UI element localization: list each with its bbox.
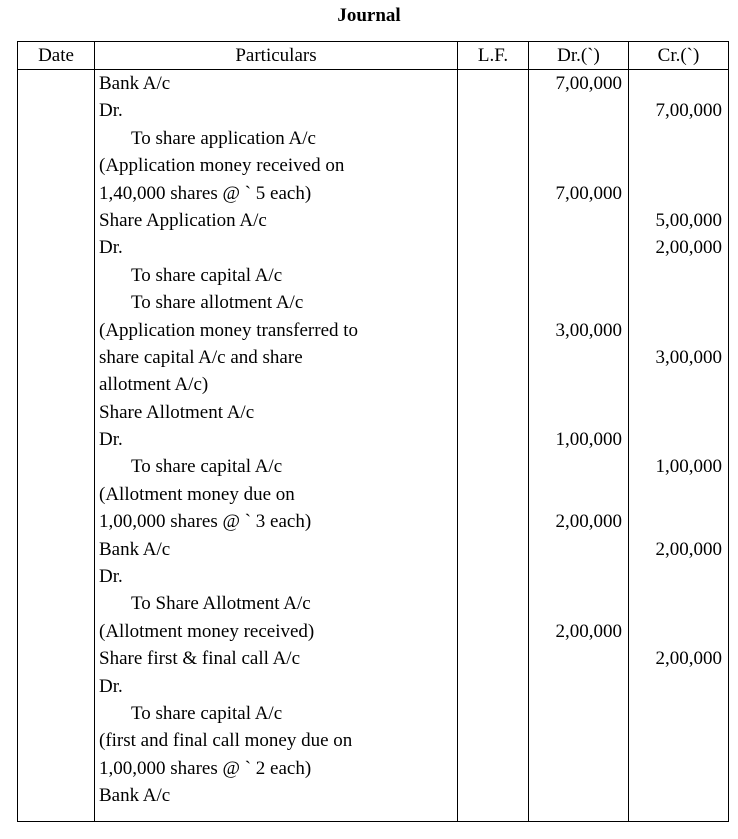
credit-amount	[629, 152, 728, 179]
credit-amount	[629, 289, 728, 316]
credit-amount: 2,00,000	[655, 648, 722, 670]
credit-amount	[629, 563, 728, 590]
credit-amount	[629, 508, 728, 535]
credit-amount: 3,00,000	[655, 346, 722, 368]
debit-amount: 2,00,000	[555, 511, 622, 533]
credit-amount	[629, 700, 728, 727]
credit-amount: 1,00,000	[655, 456, 722, 478]
particulars-line: 1,40,000 shares @ ` 5 each)	[99, 182, 312, 204]
particulars-line: To share allotment A/c	[131, 292, 304, 314]
credit-amount	[629, 426, 728, 453]
particulars-line: Dr.	[99, 429, 123, 451]
credit-amount: 2,00,000	[655, 237, 722, 259]
debit-amount	[529, 727, 628, 754]
header-dr: Dr.(`)	[529, 42, 629, 70]
credit-amount	[629, 317, 728, 344]
particulars-line: (Application money transferred to	[99, 319, 359, 341]
debit-amount	[529, 673, 628, 700]
credit-amount	[629, 727, 728, 754]
header-lf: L.F.	[458, 42, 529, 70]
particulars-line: Bank A/c	[99, 73, 171, 94]
particulars-line: To share application A/c	[131, 127, 316, 149]
debit-amount	[529, 262, 628, 289]
credit-amount	[629, 371, 728, 398]
particulars-line: (Allotment money received)	[99, 620, 315, 642]
particulars-line: Dr.	[99, 566, 123, 588]
journal-table	[17, 41, 729, 822]
particulars-line: 1,00,000 shares @ ` 3 each)	[99, 511, 312, 533]
particulars-line: To share capital A/c	[131, 702, 283, 724]
debit-amount: 3,00,000	[555, 319, 622, 341]
debit-amount	[529, 207, 628, 234]
debit-amount	[529, 371, 628, 398]
particulars-line: Share first & final call A/c	[99, 648, 301, 670]
lf-column	[458, 70, 529, 822]
debit-amount	[529, 399, 628, 426]
particulars-line: (first and final call money due on	[99, 730, 353, 752]
particulars-line: To share capital A/c	[131, 456, 283, 478]
particulars-column	[95, 70, 458, 822]
particulars-line: Dr.	[99, 100, 123, 122]
particulars-line: To Share Allotment A/c	[131, 593, 311, 615]
credit-amount	[629, 262, 728, 289]
credit-amount	[629, 399, 728, 426]
credit-amount: 2,00,000	[655, 538, 722, 560]
credit-amount	[629, 70, 728, 97]
particulars-line: (Application money received on	[99, 155, 345, 177]
debit-amount	[529, 97, 628, 124]
particulars-line: Dr.	[99, 237, 123, 259]
debit-amount	[529, 536, 628, 563]
debit-amount	[529, 125, 628, 152]
particulars-line: (Allotment money due on	[99, 483, 295, 505]
particulars-line: Dr.	[99, 675, 123, 697]
particulars-line: share capital A/c and share	[99, 346, 303, 368]
particulars-line: Share Application A/c	[99, 209, 267, 231]
credit-amount	[629, 180, 728, 207]
particulars-line: Share Allotment A/c	[99, 401, 255, 423]
debit-amount: 7,00,000	[555, 73, 622, 94]
debit-amount: 2,00,000	[555, 620, 622, 642]
credit-amount	[629, 782, 728, 809]
debit-amount	[529, 481, 628, 508]
debit-amount	[529, 755, 628, 782]
credit-column	[629, 70, 729, 822]
debit-column	[529, 70, 629, 822]
particulars-line: Bank A/c	[99, 785, 171, 807]
particulars-line: To share capital A/c	[131, 264, 283, 286]
credit-amount	[629, 481, 728, 508]
table-body-row	[18, 70, 729, 822]
credit-amount	[629, 673, 728, 700]
debit-amount: 1,00,000	[555, 429, 622, 451]
credit-amount: 5,00,000	[655, 209, 722, 231]
credit-amount: 7,00,000	[655, 100, 722, 122]
debit-amount	[529, 782, 628, 809]
debit-amount	[529, 289, 628, 316]
credit-amount	[629, 590, 728, 617]
date-column	[18, 70, 95, 822]
credit-amount	[629, 125, 728, 152]
particulars-line: 1,00,000 shares @ ` 2 each)	[99, 757, 312, 779]
journal-title: Journal	[337, 5, 401, 26]
particulars-line: Bank A/c	[99, 538, 171, 560]
debit-amount	[529, 700, 628, 727]
credit-amount	[629, 755, 728, 782]
debit-amount	[529, 590, 628, 617]
debit-amount	[529, 234, 628, 261]
header-cr: Cr.(`)	[629, 42, 729, 70]
debit-amount	[529, 344, 628, 371]
debit-amount	[529, 645, 628, 672]
header-row	[18, 42, 729, 70]
credit-amount	[629, 618, 728, 645]
debit-amount	[529, 453, 628, 480]
debit-amount	[529, 152, 628, 179]
header-particulars: Particulars	[95, 42, 458, 70]
header-date: Date	[18, 42, 95, 70]
debit-amount	[529, 563, 628, 590]
debit-amount: 7,00,000	[555, 182, 622, 204]
particulars-line: allotment A/c)	[99, 374, 209, 396]
